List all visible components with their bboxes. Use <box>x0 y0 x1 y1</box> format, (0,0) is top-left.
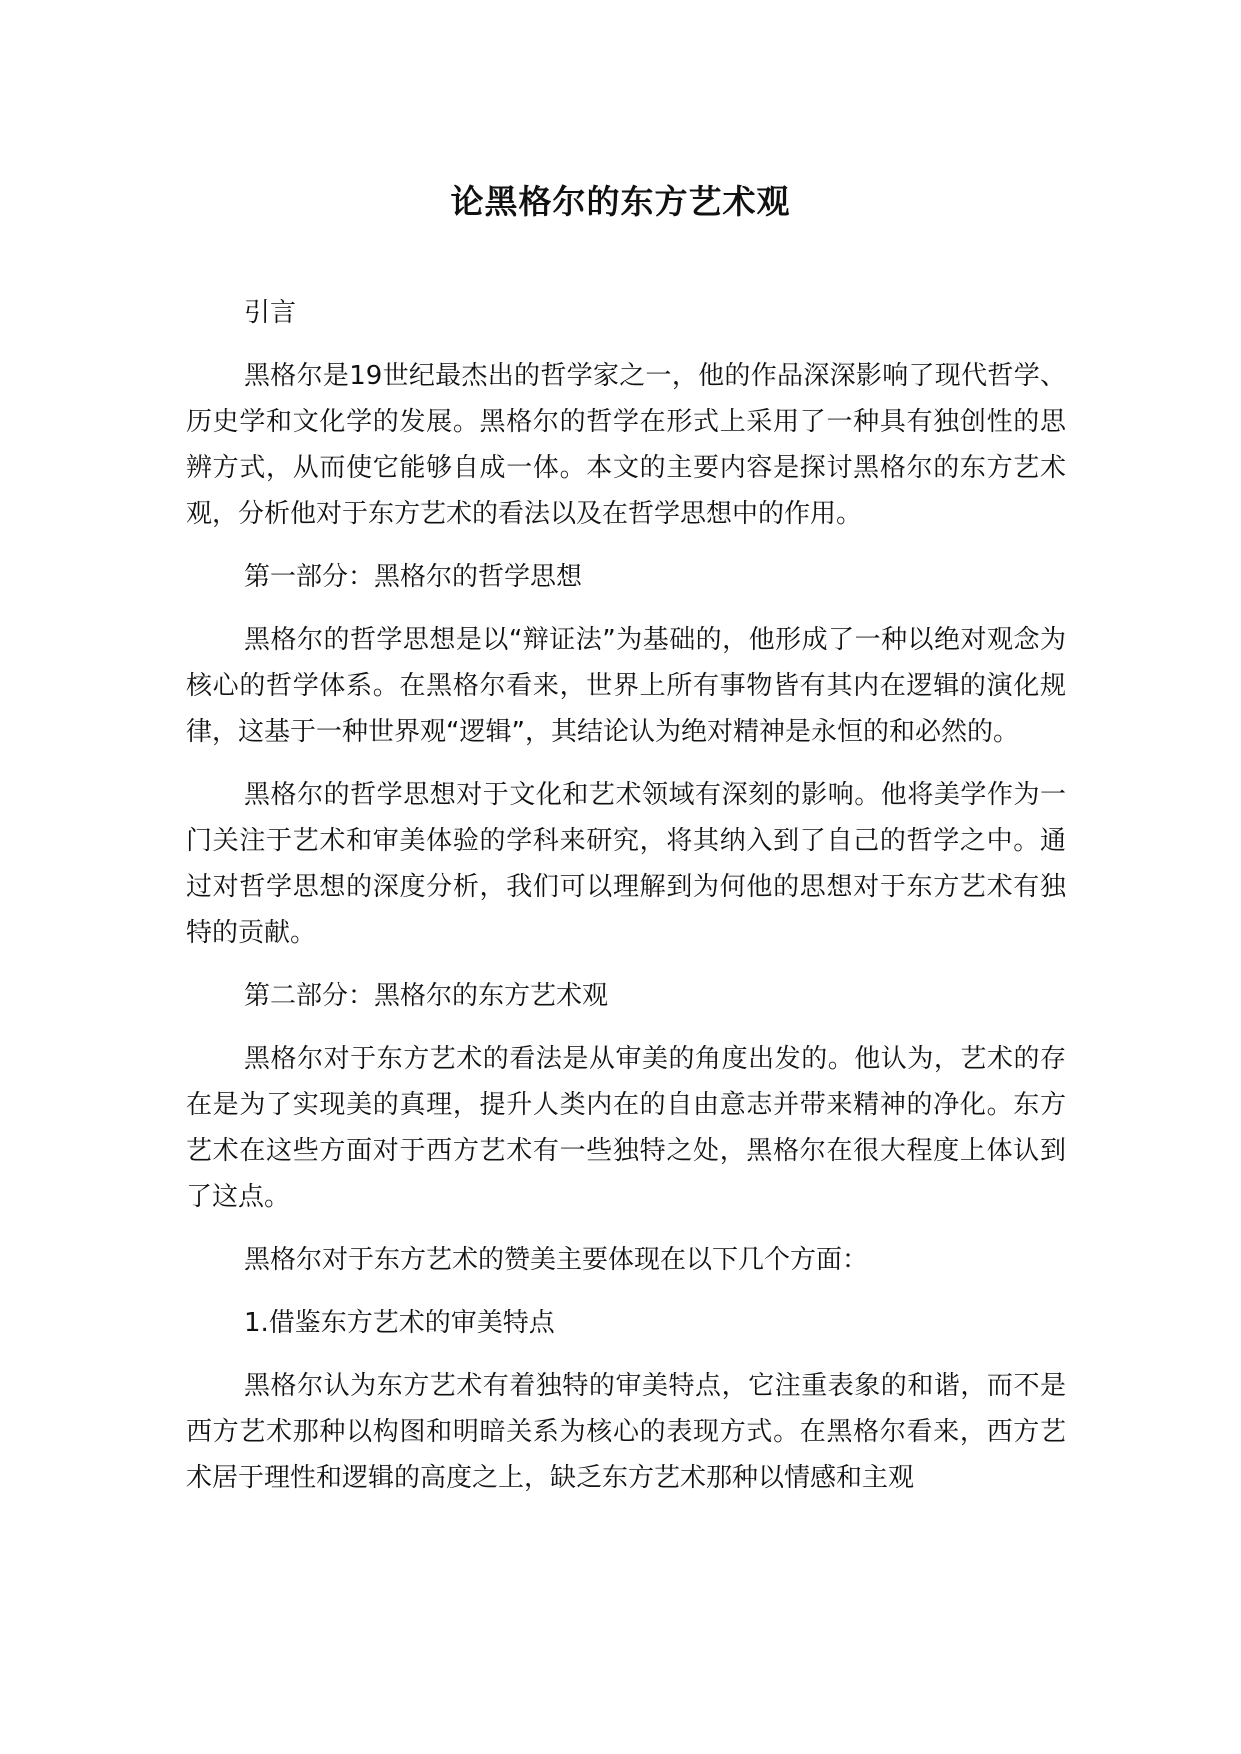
paragraph-part1-2: 黑格尔的哲学思想对于文化和艺术领域有深刻的影响。他将美学作为一门关注于艺术和审美体验的学科来研究，将其纳入到了自己的哲学之中。通过对哲学思想的深度分析，我们可以理解到为何他的思想对于东方艺术有独特的贡献。 <box>186 780 1066 948</box>
section-heading-part2: 第二部分：黑格尔的东方艺术观 <box>244 981 609 1011</box>
section-heading-part1: 第一部分：黑格尔的哲学思想 <box>244 562 583 592</box>
paragraph-part1-1: 黑格尔的哲学思想是以“辩证法”为基础的，他形成了一种以绝对观念为核心的哲学体系。在黑格尔看来，世界上所有事物皆有其内在逻辑的演化规律，这基于一种世界观“逻辑”，其结论认为绝对精神是永恒的和必然的。 <box>186 625 1066 747</box>
paragraph-point1: 黑格尔认为东方艺术有着独特的审美特点，它注重表象的和谐，而不是西方艺术那种以构图和明暗关系为核心的表现方式。在黑格尔看来，西方艺术居于理性和逻辑的高度之上，缺乏东方艺术那种以情感和主观 <box>186 1371 1066 1493</box>
paragraph-intro: 黑格尔是19世纪最杰出的哲学家之一，他的作品深深影响了现代哲学、历史学和文化学的发展。黑格尔的哲学在形式上采用了一种具有独创性的思辨方式，从而使它能够自成一体。本文的主要内容是探讨黑格尔的东方艺术观，分析他对于东方艺术的看法以及在哲学思想中的作用。 <box>186 361 1066 529</box>
paragraph-part2-1: 黑格尔对于东方艺术的看法是从审美的角度出发的。他认为，艺术的存在是为了实现美的真理，提升人类内在的自由意志并带来精神的净化。东方艺术在这些方面对于西方艺术有一些独特之处，黑格尔在很大程度上体认到了这点。 <box>186 1044 1066 1212</box>
section-heading-intro: 引言 <box>244 298 297 328</box>
document-title: 论黑格尔的东方艺术观 <box>450 182 791 221</box>
subsection-heading-point1: 1.借鉴东方艺术的审美特点 <box>244 1308 555 1338</box>
paragraph-part2-2: 黑格尔对于东方艺术的赞美主要体现在以下几个方面： <box>244 1245 869 1275</box>
document-body <box>186 290 1066 1518</box>
